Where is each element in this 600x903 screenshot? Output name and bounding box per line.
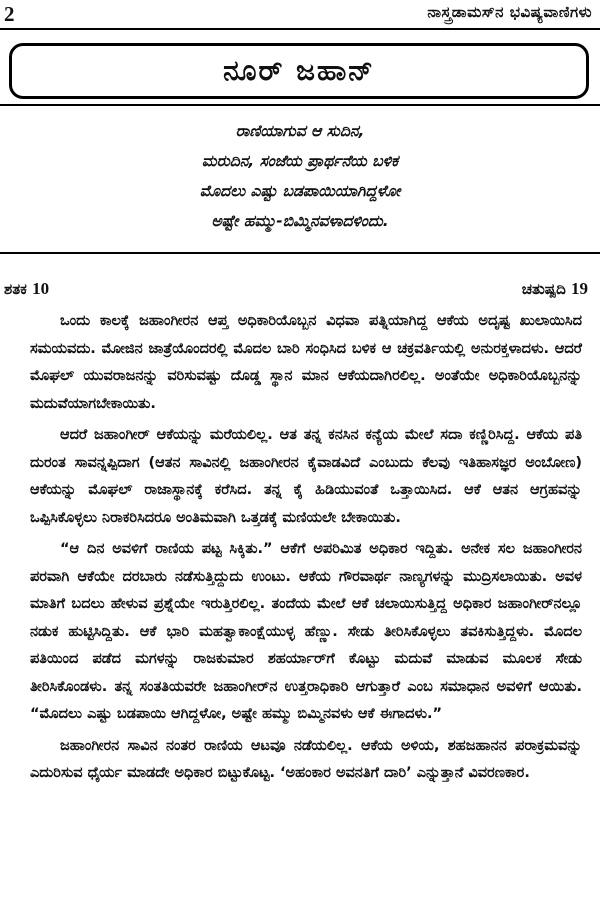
century-number: 10 (32, 279, 50, 298)
page-header (0, 0, 600, 40)
running-head: ನಾಸ್ತ್ರಡಾಮಸ್‌ನ ಭವಿಷ್ಯವಾಣಿಗಳು (427, 3, 592, 21)
paragraph: ಜಹಾಂಗೀರನ ಸಾವಿನ ನಂತರ ರಾಣಿಯ ಆಟವೂ ನಡೆಯಲಿಲ್ಲ. ಆಕೆಯ ಅಳಿಯ, ಶಹಜಹಾನನ ಪರಾಕ್ರಮವನ್ನು ಎದುರಿಸುವ ಧೈರ್ಯ ಮಾಡದೇ ಅಧಿಕಾರ ಬಿಟ್ಟುಕೊಟ್ಟ. ‘ಅಹಂಕಾರ ಅವನತಿಗೆ ದಾರಿ’ ಎನ್ನುತ್ತಾನೆ ವಿವರಣಕಾರ. (30, 737, 582, 781)
century-label: ಶತಕ (4, 280, 27, 298)
chapter-title: ನೂರ್ ಜಹಾನ್ (223, 54, 375, 87)
quatrain-line: ರಾಣಿಯಾಗುವ ಆ ಸುದಿನ, (235, 122, 365, 140)
page-number: 2 (4, 2, 15, 26)
century-ref (4, 279, 49, 299)
paragraph: ಒಂದು ಕಾಲಕ್ಕೆ ಜಹಾಂಗೀರನ ಆಪ್ತ ಅಧಿಕಾರಿಯೊಬ್ಬನ ವಿಧವಾ ಪತ್ನಿಯಾಗಿದ್ದ ಆಕೆಯ ಅದೃಷ್ಟ ಖುಲಾಯಿಸಿದ ಸಮಯವದು. ಮೋಜಿನ ಜಾತ್ರೆಯೊಂದರಲ್ಲಿ ಮೊದಲ ಬಾರಿ ಸಂಧಿಸಿದ ಬಳಿಕ ಆ ಚಕ್ರವರ್ತಿಯಲ್ಲಿ ಅನುರಕ್ತಳಾದಳು. ಆದರೆ ಮೊಘಲ್ ಯುವರಾಜನನ್ನು ವರಿಸುವಷ್ಟು ದೊಡ್ಡ ಸ್ಥಾನ ಮಾನ ಆಕೆಯದಾಗಿರಲಿಲ್ಲ. ಅಂತೆಯೇ ಅಧಿಕಾರಿಯೊಬ್ಬನನ್ನು ಮದುವೆಯಾಗಬೇಕಾಯಿತು. (30, 313, 582, 412)
quatrain-number: 19 (571, 279, 588, 298)
quatrain-bottom-rule (0, 252, 600, 254)
verse-reference (4, 279, 588, 301)
header-rule (0, 28, 600, 30)
paragraph: ಆದರೆ ಜಹಾಂಗೀರ್ ಆಕೆಯನ್ನು ಮರೆಯಲಿಲ್ಲ. ಆತ ತನ್ನ ಕನಸಿನ ಕನ್ಯೆಯ ಮೇಲೆ ಸದಾ ಕಣ್ಣಿರಿಸಿದ್ದ. ಆಕೆಯ ಪತಿ ದುರಂತ ಸಾವನ್ನಪ್ಪಿದಾಗ (ಆತನ ಸಾವಿನಲ್ಲಿ ಜಹಾಂಗೀರನ ಕೈವಾಡವಿದೆ ಎಂಬುದು ಕೆಲವು ಇತಿಹಾಸಜ್ಞರ ಅಂಬೋಣ) ಆಕೆಯನ್ನು ಮೊಘಲ್ ರಾಜಾಸ್ಥಾನಕ್ಕೆ ಕರೆಸಿದ. ತನ್ನ ಕೈ ಹಿಡಿಯುವಂತೆ ಒತ್ತಾಯಿಸಿದ. ಆಕೆ ಆತನ ಆಗ್ರಹವನ್ನು ಒಪ್ಪಿಸಿಕೊಳ್ಳಲು ನಿರಾಕರಿಸಿದರೂ ಅಂತಿಮವಾಗಿ ಒತ್ತಡಕ್ಕೆ ಮಣಿಯಲೇ ಬೇಕಾಯಿತು. (30, 427, 582, 526)
quatrain-line: ಮೊದಲು ಎಷ್ಟು ಬಡಪಾಯಿಯಾಗಿದ್ದಳೋ (199, 182, 401, 200)
quatrain (0, 116, 600, 236)
quatrain-line: ಅಷ್ಟೇ ಹಮ್ಮು-ಬಿಮ್ಮಿನವಳಾದಳಿಂದು. (211, 212, 389, 230)
commentary-body (30, 308, 582, 792)
quatrain-top-rule (0, 104, 600, 106)
paragraph: “ಆ ದಿನ ಅವಳಿಗೆ ರಾಣಿಯ ಪಟ್ಟ ಸಿಕ್ಕಿತು.” ಆಕೆಗೆ ಅಪರಿಮಿತ ಅಧಿಕಾರ ಇದ್ದಿತು. ಅನೇಕ ಸಲ ಜಹಾಂಗೀರನ ಪರವಾಗಿ ಆಕೆಯೇ ದರಬಾರು ನಡೆಸುತ್ತಿದ್ದುದು ಉಂಟು. ಆಕೆಯ ಗೌರವಾರ್ಥ ನಾಣ್ಯಗಳನ್ನು ಮುದ್ರಿಸಲಾಯಿತು. ಅವಳ ಮಾತಿಗೆ ಬದಲು ಹೇಳುವ ಪ್ರಶ್ನೆಯೇ ಇರುತ್ತಿರಲಿಲ್ಲ. ತಂದೆಯ ಮೇಲೆ ಆಕೆ ಚಲಾಯಿಸುತ್ತಿದ್ದ ಅಧಿಕಾರ ಜಹಾಂಗೀರ್‌ನಲ್ಲೂ ನಡುಕ ಹುಟ್ಟಿಸಿದ್ದಿತು. ಆಕೆ ಭಾರಿ ಮಹತ್ವಾಕಾಂಕ್ಷೆಯುಳ್ಳ ಹೆಣ್ಣು. ಸೇಡು ತೀರಿಸಿಕೊಳ್ಳಲು ತವಕಿಸುತ್ತಿದ್ದಳು. ಮೊದಲ ಪತಿಯಿಂದ ಪಡೆದ ಮಗಳನ್ನು ರಾಜಕುಮಾರ ಶಹರ್ಯಾರ್‌ಗೆ ಕೊಟ್ಟು ಮದುವೆ ಮಾಡುವ ಮೂಲಕ ಸೇಡು ತೀರಿಸಿಕೊಂಡಳು. ತನ್ನ ಸಂತತಿಯವರೇ ಜಹಾಂಗೀರ್‌ನ ಉತ್ತರಾಧಿಕಾರಿ ಆಗುತ್ತಾರೆ ಎಂಬ ಸಮಾಧಾನ ಅವಳಿಗೆ ಆಯಿತು. “ಮೊದಲು ಎಷ್ಟು ಬಡಪಾಯಿ ಆಗಿದ್ದಳೋ, ಅಷ್ಟೇ ಹಮ್ಮು ಬಿಮ್ಮಿನವಳು ಆಕೆ ಈಗಾದಳು.” (30, 541, 582, 722)
title-box (9, 43, 589, 99)
quatrain-ref (522, 279, 588, 299)
quatrain-label: ಚತುಷ್ಪದಿ (521, 280, 566, 298)
quatrain-line: ಮರುದಿನ, ಸಂಜೆಯ ಪ್ರಾರ್ಥನೆಯ ಬಳಿಕ (201, 152, 399, 170)
